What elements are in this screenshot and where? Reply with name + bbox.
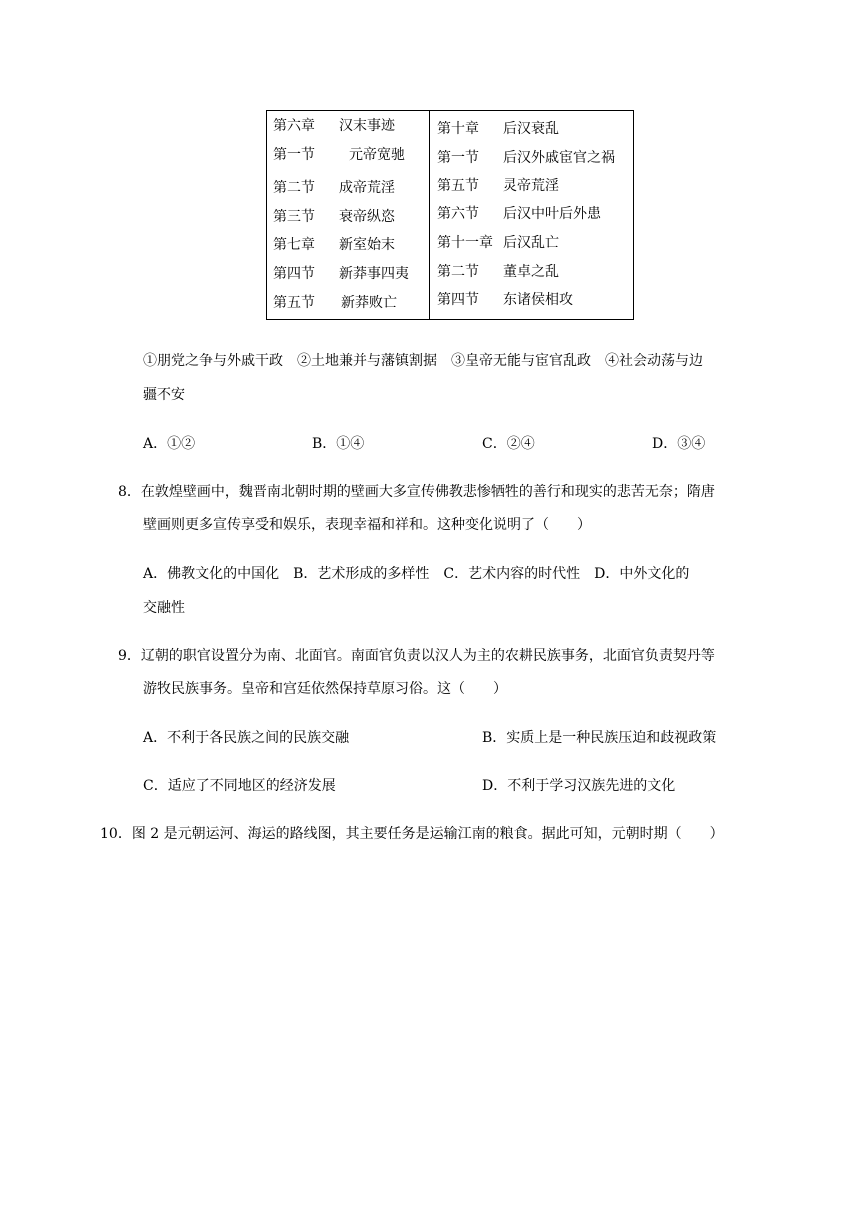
toc-chapter: 第二节 [273, 180, 315, 196]
toc-chapter: 第七章 [273, 237, 315, 253]
table-divider [429, 111, 430, 319]
q9-option-b: B．实质上是一种民族压迫和歧视政策 [482, 730, 717, 746]
toc-title: 元帝宽驰 [349, 147, 405, 163]
toc-title: 后汉乱亡 [503, 235, 559, 251]
q10-stem: 10．图 2 是元朝运河、海运的路线图，其主要任务是运输江南的粮食。据此可知，元朝时期（ ） [100, 826, 724, 842]
q8-stem: 8．在敦煌壁画中，魏晋南北朝时期的壁画大多宣传佛教悲惨牺牲的善行和现实的悲苦无奈；隋唐 [118, 484, 715, 500]
toc-chapter: 第五节 [437, 178, 479, 194]
toc-chapter: 第三节 [273, 209, 315, 225]
q7-statements: ①朋党之争与外戚干政 ②土地兼并与藩镇割据 ③皇帝无能与宦官乱政 ④社会动荡与边 [143, 353, 703, 369]
q8-options: A．佛教文化的中国化 B．艺术形成的多样性 C．艺术内容的时代性 D．中外文化的 [143, 566, 690, 582]
toc-chapter: 第十一章 [437, 235, 493, 251]
q9-stem: 9．辽朝的职官设置分为南、北面官。南面官负责以汉人为主的农耕民族事务，北面官负责契丹等 [118, 648, 715, 664]
toc-chapter: 第五节 [273, 295, 315, 311]
toc-title: 董卓之乱 [503, 264, 559, 280]
toc-chapter: 第四节 [437, 292, 479, 308]
q7-option-a: A．①② [143, 436, 196, 452]
toc-title: 衰帝纵恣 [339, 209, 395, 225]
q9-option-d: D．不利于学习汉族先进的文化 [482, 778, 676, 794]
toc-title: 东诸侯相攻 [503, 292, 573, 308]
toc-title: 后汉衰乱 [503, 121, 559, 137]
table-of-contents-figure [266, 110, 634, 320]
toc-chapter: 第四节 [273, 266, 315, 282]
toc-title: 汉末事迹 [339, 118, 395, 134]
toc-title: 成帝荒淫 [339, 180, 395, 196]
toc-chapter: 第六节 [437, 206, 479, 222]
q7-statements-continued: 疆不安 [143, 387, 185, 403]
toc-chapter: 第六章 [273, 118, 315, 134]
toc-chapter: 第十章 [437, 121, 479, 137]
q9-option-c: C．适应了不同地区的经济发展 [143, 778, 336, 794]
q9-stem-continued: 游牧民族事务。皇帝和宫廷依然保持草原习俗。这（ ） [143, 681, 507, 697]
q9-option-a: A．不利于各民族之间的民族交融 [143, 730, 350, 746]
toc-chapter: 第一节 [437, 150, 479, 166]
q8-options-continued: 交融性 [143, 600, 185, 616]
q7-option-b: B．①④ [312, 436, 365, 452]
toc-title: 灵帝荒淫 [503, 178, 559, 194]
q8-stem-continued: 壁画则更多宣传享受和娱乐，表现幸福和祥和。这种变化说明了（ ） [143, 517, 591, 533]
q7-option-d: D．③④ [652, 436, 706, 452]
toc-title: 新室始末 [339, 237, 395, 253]
toc-chapter: 第二节 [437, 264, 479, 280]
toc-title: 新莽败亡 [341, 295, 397, 311]
q7-option-c: C．②④ [482, 436, 535, 452]
toc-title: 后汉外戚宦官之祸 [503, 150, 615, 166]
toc-title: 新莽事四夷 [339, 266, 409, 282]
toc-chapter: 第一节 [273, 147, 315, 163]
toc-title: 后汉中叶后外患 [503, 206, 601, 222]
